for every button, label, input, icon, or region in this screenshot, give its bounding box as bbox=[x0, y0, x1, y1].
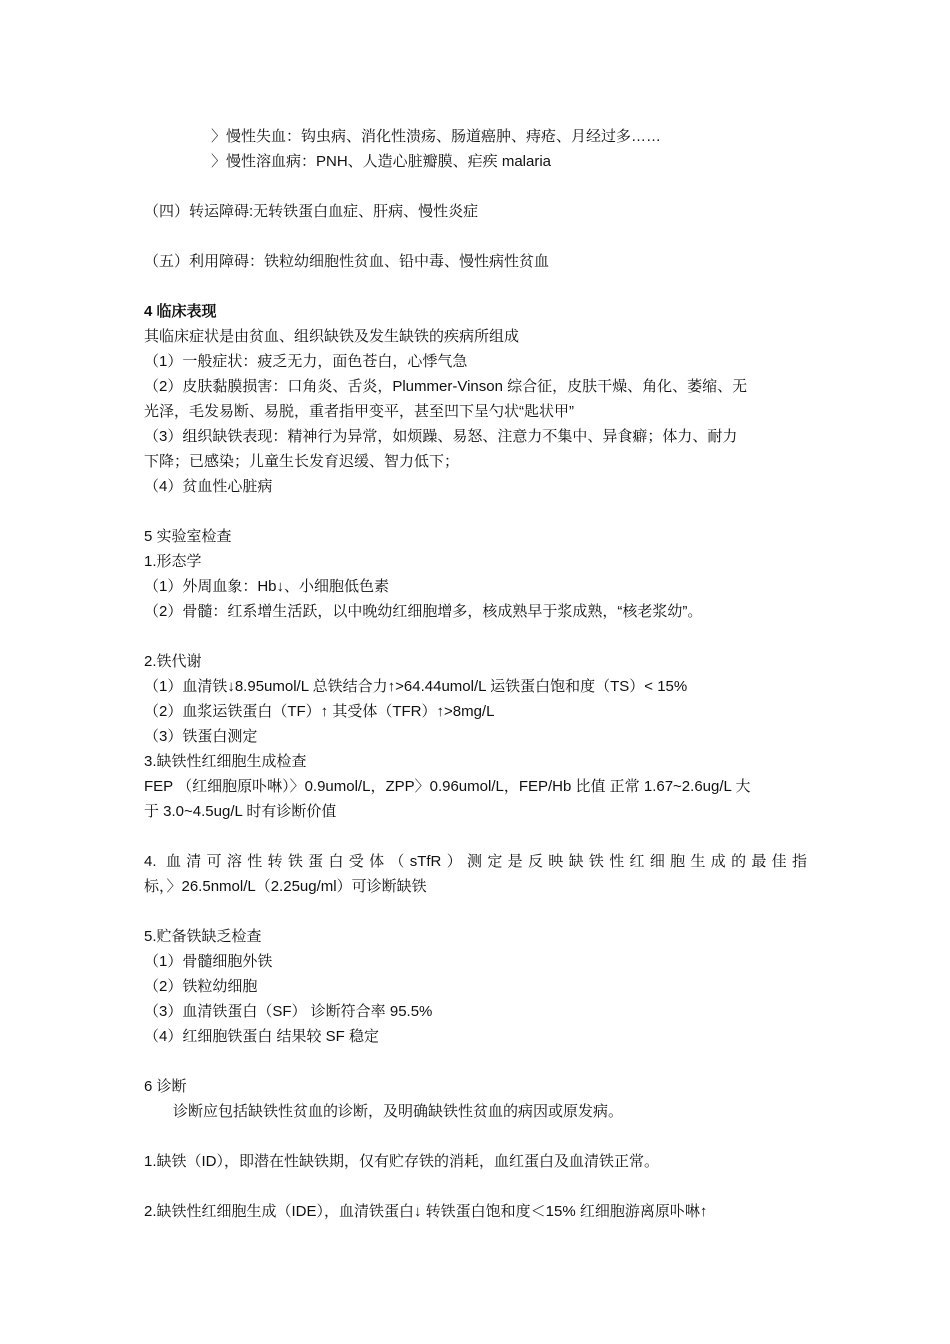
ide-test-heading: 3.缺铁性红细胞生成检查 bbox=[144, 753, 307, 770]
fep-line-2: 于 3.0~4.5ug/L 时有诊断价值 bbox=[144, 803, 337, 820]
sideroblast-line: （2）铁粒幼细胞 bbox=[144, 978, 258, 995]
section-heading-diagnosis: 6 诊断 bbox=[144, 1078, 187, 1095]
clinical-intro-line: 其临床症状是由贫血、组织缺铁及发生缺铁的疾病所组成 bbox=[144, 328, 520, 345]
tissue-iron-line-2: 下降；已感染；儿童生长发育迟缓、智力低下； bbox=[144, 453, 460, 470]
bone-marrow-line: （2）骨髓：红系增生活跃，以中晚幼红细胞增多，核成熟早于浆成熟，“核老浆幼”。 bbox=[144, 603, 703, 620]
rbc-ferritin-line: （4）红细胞铁蛋白 结果较 SF 稳定 bbox=[144, 1028, 380, 1045]
iron-store-heading: 5.贮备铁缺乏检查 bbox=[144, 928, 262, 945]
chronic-hemolysis-line: 〉慢性溶血病：PNH、人造心脏瓣膜、疟疾 malaria bbox=[211, 153, 552, 170]
peripheral-blood-line: （1）外周血象：Hb↓、小细胞低色素 bbox=[144, 578, 390, 595]
section-heading-lab: 5 实验室检查 bbox=[144, 528, 232, 545]
marrow-extracellular-iron-line: （1）骨髓细胞外铁 bbox=[144, 953, 273, 970]
id-stage-line: 1.缺铁（ID），即潜在性缺铁期，仅有贮存铁的消耗，血红蛋白及血清铁正常。 bbox=[144, 1153, 660, 1170]
tissue-iron-line-1: （3）组织缺铁表现：精神行为异常，如烦躁、易怒、注意力不集中、异食癖；体力、耐力 bbox=[144, 428, 738, 445]
utilization-disorder-line: （五）利用障碍：铁粒幼细胞性贫血、铅中毒、慢性病性贫血 bbox=[144, 253, 550, 270]
transport-disorder-line: （四）转运障碍:无转铁蛋白血症、肝病、慢性炎症 bbox=[144, 203, 479, 220]
stfr-line-1: 4. 血清可溶性转铁蛋白受体（sTfR）测定是反映缺铁性红细胞生成的最佳指 bbox=[144, 853, 807, 870]
section-heading-clinical: 4 临床表现 bbox=[144, 303, 217, 320]
anemic-heart-line: （4）贫血性心脏病 bbox=[144, 478, 273, 495]
transferrin-line: （2）血浆运铁蛋白（TF）↑ 其受体（TFR）↑>8mg/L bbox=[144, 703, 495, 720]
iron-metabolism-heading: 2.铁代谢 bbox=[144, 653, 202, 670]
serum-ferritin-line: （3）血清铁蛋白（SF） 诊断符合率 95.5% bbox=[144, 1003, 433, 1020]
skin-mucosa-line-2: 光泽，毛发易断、易脱，重者指甲变平，甚至凹下呈勺状“匙状甲” bbox=[144, 403, 574, 420]
diagnosis-intro-line: 诊断应包括缺铁性贫血的诊断，及明确缺铁性贫血的病因或原发病。 bbox=[173, 1103, 624, 1120]
serum-iron-line: （1）血清铁↓8.95umol/L 总铁结合力↑>64.44umol/L 运铁蛋白饱和度（TS）< 15% bbox=[144, 678, 688, 695]
chronic-blood-loss-line: 〉慢性失血：钩虫病、消化性溃疡、肠道癌肿、痔疮、月经过多…… bbox=[211, 128, 662, 145]
morphology-heading: 1.形态学 bbox=[144, 553, 202, 570]
ide-stage-line: 2.缺铁性红细胞生成（IDE），血清铁蛋白↓ 转铁蛋白饱和度＜15% 红细胞游离原卟啉↑ bbox=[144, 1203, 708, 1220]
fep-line-1: FEP （红细胞原卟啉）〉0.9umol/L，ZPP〉0.96umol/L，FEP/Hb 比值 正常 1.67~2.6ug/L 大 bbox=[144, 778, 751, 795]
skin-mucosa-line-1: （2）皮肤黏膜损害：口角炎、舌炎，Plummer-Vinson 综合征，皮肤干燥、角化、萎缩、无 bbox=[144, 378, 748, 395]
stfr-line-2: 标，〉26.5nmol/L（2.25ug/ml）可诊断缺铁 bbox=[144, 878, 427, 895]
general-symptoms-line: （1）一般症状：疲乏无力，面色苍白，心悸气急 bbox=[144, 353, 468, 370]
ferritin-test-line: （3）铁蛋白测定 bbox=[144, 728, 258, 745]
